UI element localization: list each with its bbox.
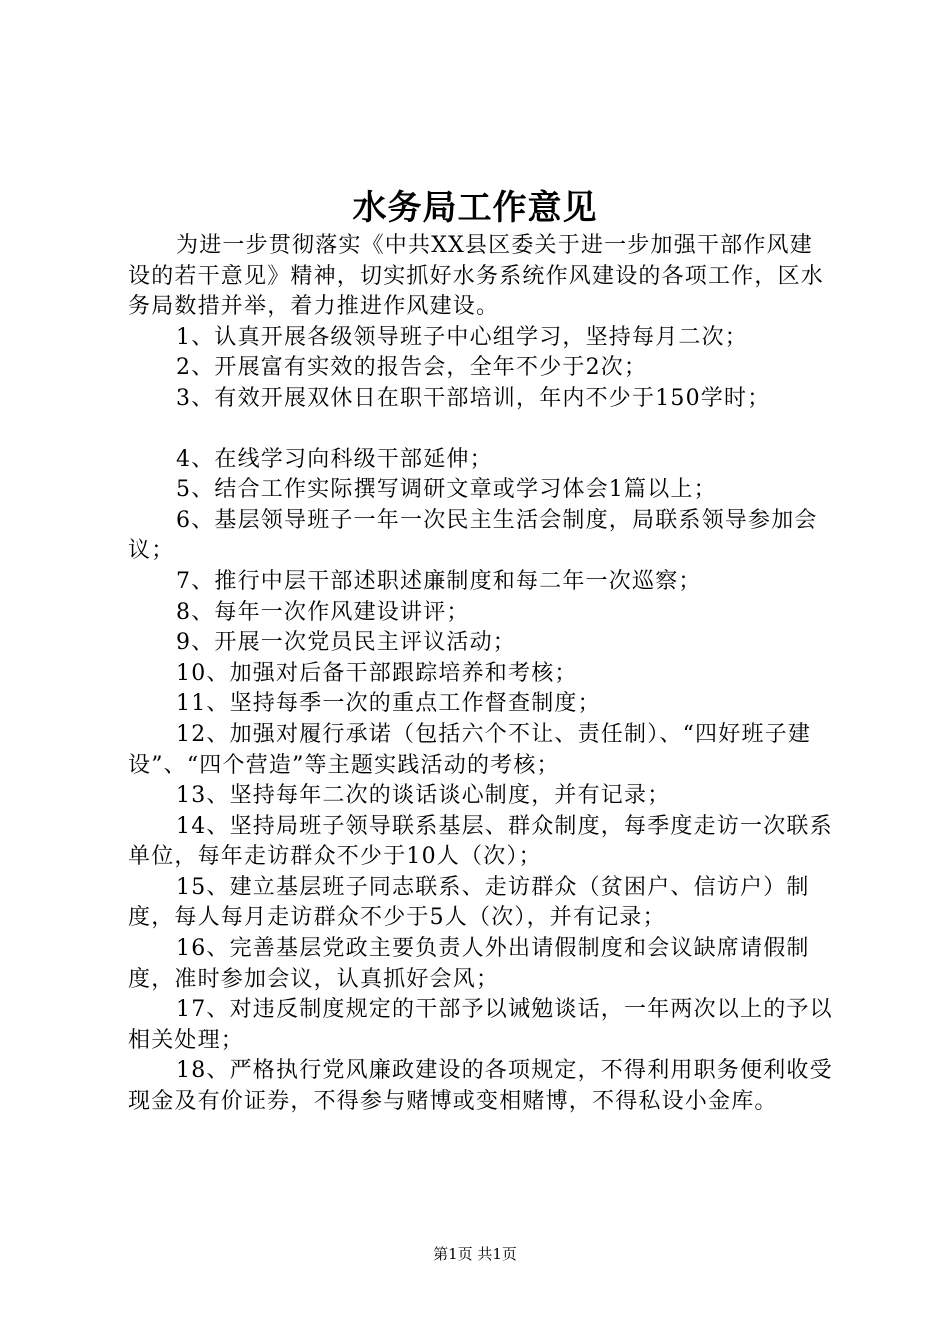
- list-item: 14、坚持局班子领导联系基层、群众制度，每季度走访一次联系单位，每年走访群众不少于10人（次）；: [128, 813, 833, 870]
- list-item: 7、推行中层干部述职述廉制度和每二年一次巡察；: [176, 568, 702, 594]
- list-item: 1、认真开展各级领导班子中心组学习，坚持每月二次；: [176, 324, 748, 350]
- document-title: 水务局工作意见: [352, 188, 598, 228]
- list-item: 12、加强对履行承诺（包括六个不让、责任制）、“四好班子建设”、“四个营造”等主题实践活动的考核；: [128, 721, 812, 778]
- list-item: 16、完善基层党政主要负责人外出请假制度和会议缺席请假制度，准时参加会议，认真抓好会风；: [128, 936, 810, 992]
- list-item: 17、对违反制度规定的干部予以诫勉谈话，一年两次以上的予以相关处理；: [128, 997, 833, 1053]
- list-item: 15、建立基层班子同志联系、走访群众（贫困户、信访户）制度，每人每月走访群众不少于5人（次），并有记录；: [128, 874, 810, 931]
- list-item: 18、严格执行党风廉政建设的各项规定，不得利用职务便利收受现金及有价证券，不得参与赌博或变相赌博，不得私设小金库。: [128, 1058, 833, 1115]
- list-item: 6、基层领导班子一年一次民主生活会制度，局联系领导参加会议；: [128, 507, 818, 564]
- list-item: 4、在线学习向科级干部延伸；: [176, 446, 493, 472]
- blank-line: [128, 415, 834, 445]
- list-item: 9、开展一次党员民主评议活动；: [176, 630, 516, 656]
- page-footer: 第1页 共1页: [433, 1245, 517, 1263]
- document-body: [128, 231, 834, 1118]
- list-item: 10、加强对后备干部跟踪培养和考核；: [176, 660, 578, 686]
- list-item: 8、每年一次作风建设讲评；: [176, 599, 470, 625]
- intro-paragraph: 为进一步贯彻落实《中共XX县区委关于进一步加强干部作风建设的若干意见》精神，切实抓好水务系统作风建设的各项工作，区水务局数措并举，着力推进作风建设。: [128, 233, 825, 320]
- list-item: 13、坚持每年二次的谈话谈心制度，并有记录；: [176, 783, 671, 809]
- list-item: 11、坚持每季一次的重点工作督查制度；: [176, 691, 601, 717]
- list-item: 3、有效开展双休日在职干部培训，年内不少于150学时；: [176, 385, 771, 411]
- list-item: 2、开展富有实效的报告会，全年不少于2次；: [176, 355, 648, 381]
- list-item: 5、结合工作实际撰写调研文章或学习体会1篇以上；: [176, 477, 717, 503]
